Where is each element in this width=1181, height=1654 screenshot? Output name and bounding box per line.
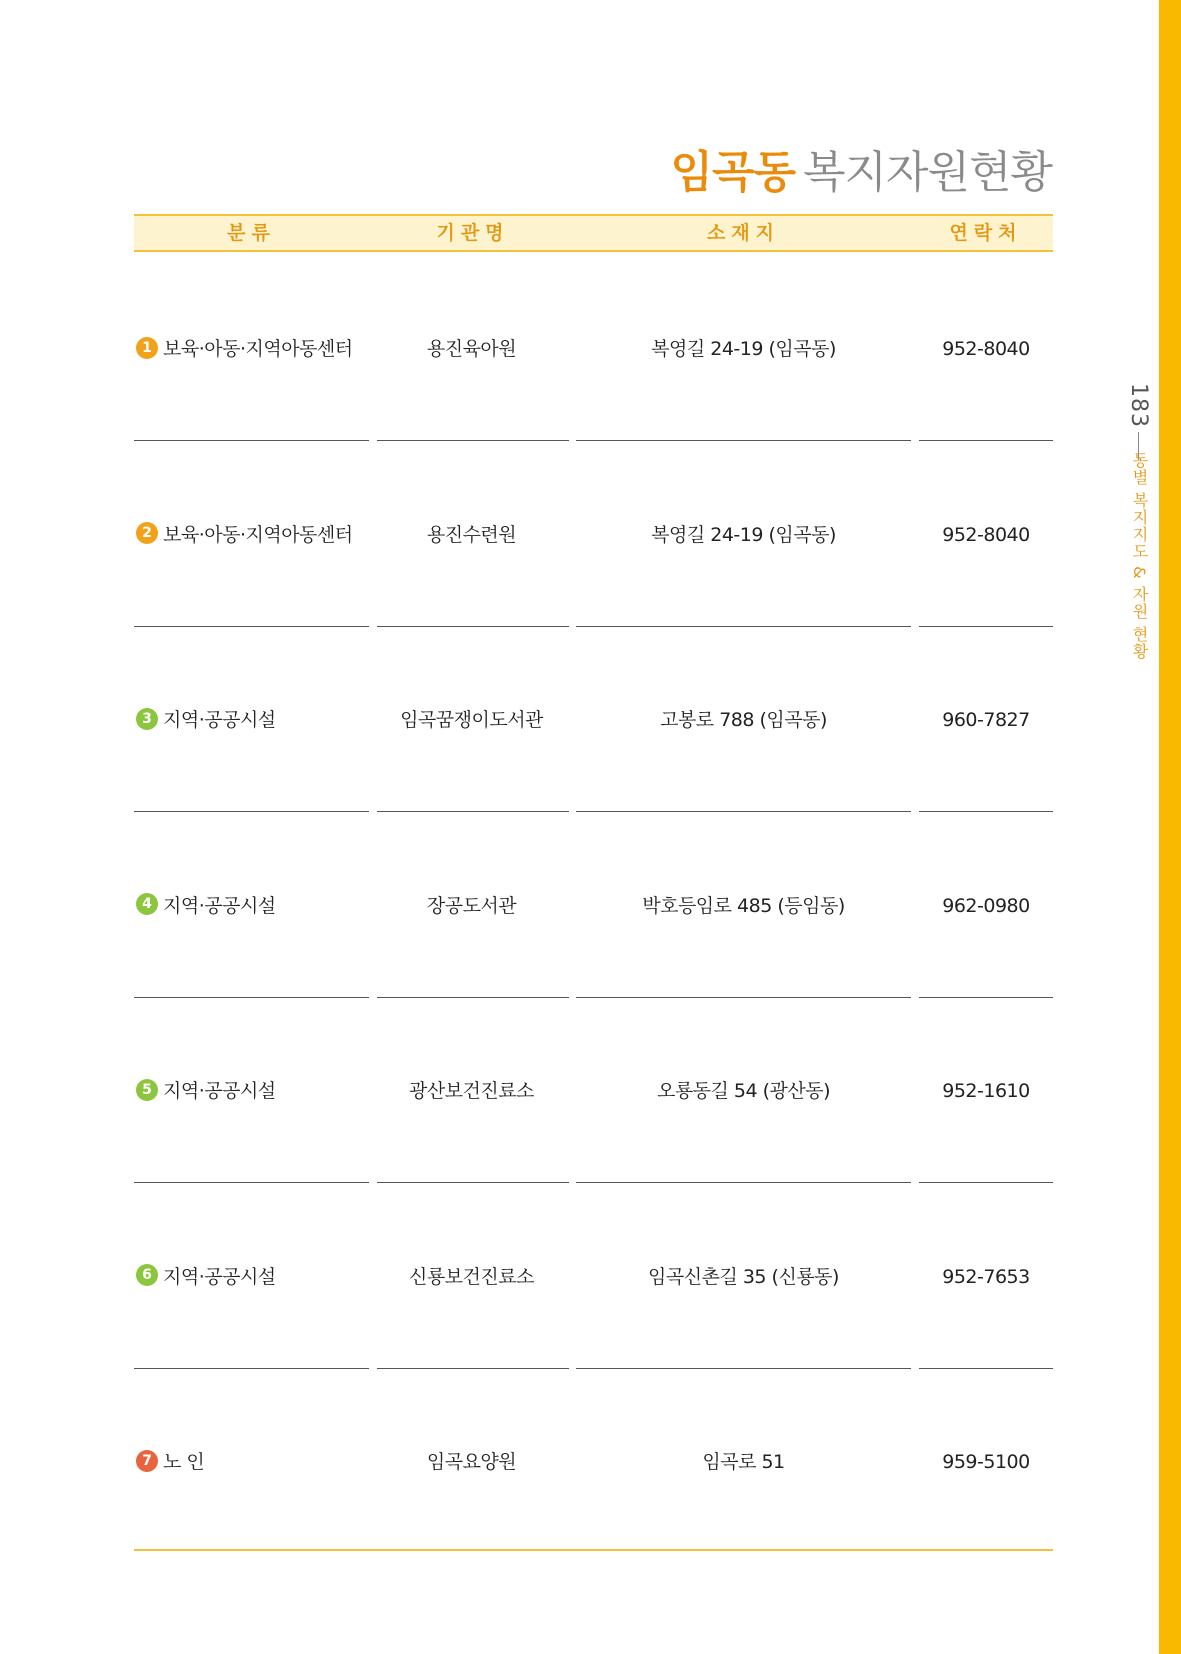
address-cell: 고봉로 788 (임곡동) — [660, 709, 827, 731]
address-cell: 복영길 24-19 (임곡동) — [651, 523, 836, 546]
table-row — [134, 442, 1053, 628]
section-name: 동별 복지지도 & 자원 현황 — [1130, 452, 1149, 660]
title-subtitle: 복지자원현황 — [802, 147, 1052, 198]
institution-cell: 용진육아원 — [426, 338, 517, 360]
header-institution: 기관명 — [436, 222, 510, 244]
row-number-badge: 7 — [136, 1450, 158, 1472]
table-header — [134, 214, 1053, 252]
row-number-badge: 5 — [136, 1079, 158, 1101]
institution-cell: 광산보건진료소 — [409, 1080, 534, 1102]
row-number-badge: 6 — [136, 1264, 158, 1286]
row-number-badge: 3 — [136, 708, 158, 730]
category-cell — [136, 703, 368, 737]
phone-cell: 952-8040 — [942, 338, 1030, 360]
address-cell: 박호등임로 485 (등임동) — [642, 894, 845, 917]
category-text: 지역·공공시설 — [163, 1265, 276, 1288]
category-cell — [136, 1445, 368, 1479]
phone-cell: 952-8040 — [942, 523, 1030, 546]
page-number: 183 — [1126, 383, 1151, 428]
table-row — [134, 998, 1053, 1184]
institution-cell: 신룡보건진료소 — [409, 1265, 534, 1288]
table-row — [134, 1369, 1053, 1555]
category-text: 지역·공공시설 — [163, 709, 276, 731]
category-text: 보육·아동·지역아동센터 — [163, 338, 353, 360]
category-text: 지역·공공시설 — [163, 894, 276, 917]
category-cell — [136, 1074, 368, 1108]
institution-cell: 장공도서관 — [426, 894, 517, 917]
category-cell — [136, 1260, 368, 1294]
phone-cell: 952-1610 — [942, 1080, 1030, 1102]
phone-cell: 960-7827 — [942, 709, 1030, 731]
row-number-badge: 4 — [136, 893, 158, 915]
table-bottom-rule — [134, 1549, 1053, 1551]
table-row — [134, 813, 1053, 999]
table-row — [134, 256, 1053, 442]
category-text: 지역·공공시설 — [163, 1080, 276, 1102]
category-cell — [136, 332, 368, 366]
category-text: 노 인 — [163, 1451, 205, 1473]
page-title — [670, 145, 1052, 201]
category-text: 보육·아동·지역아동센터 — [163, 523, 353, 546]
table-row — [134, 1184, 1053, 1370]
header-contact: 연락처 — [949, 222, 1023, 244]
row-number-badge: 2 — [136, 522, 158, 544]
title-dong-name: 임곡동 — [670, 147, 795, 198]
side-tab-bar — [1159, 0, 1181, 1654]
address-cell: 오룡동길 54 (광산동) — [656, 1080, 831, 1102]
phone-cell: 962-0980 — [942, 894, 1030, 917]
table-row — [134, 627, 1053, 813]
phone-cell: 959-5100 — [942, 1451, 1030, 1473]
address-cell: 임곡신촌길 35 (신룡동) — [648, 1265, 839, 1288]
row-number-badge: 1 — [136, 337, 158, 359]
address-cell: 임곡로 51 — [702, 1451, 785, 1473]
institution-cell: 임곡요양원 — [426, 1451, 517, 1473]
category-cell — [136, 889, 368, 923]
institution-cell: 용진수련원 — [426, 523, 517, 546]
category-cell — [136, 518, 368, 552]
institution-cell: 임곡꿈쟁이도서관 — [400, 709, 543, 731]
header-address: 소재지 — [706, 222, 781, 244]
phone-cell: 952-7653 — [942, 1265, 1030, 1288]
header-category: 분류 — [227, 222, 276, 244]
address-cell: 복영길 24-19 (임곡동) — [651, 338, 836, 360]
